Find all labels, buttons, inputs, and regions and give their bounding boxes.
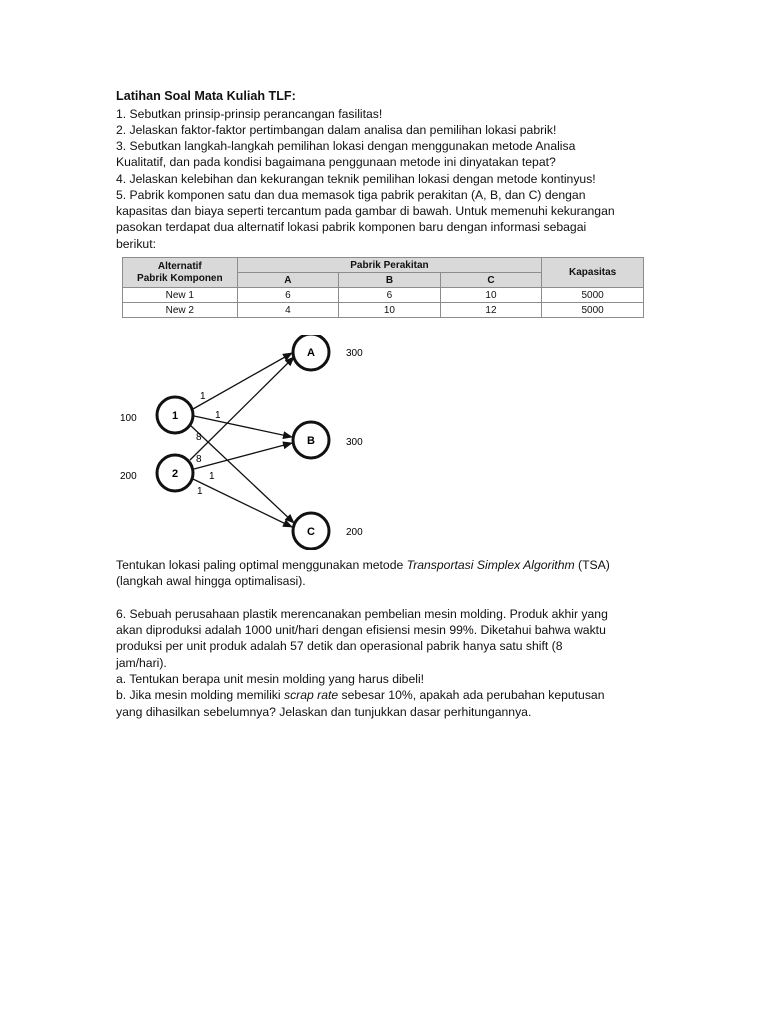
arrow-1-b: [194, 416, 292, 437]
header-assembly-plants: Pabrik Perakitan: [237, 258, 542, 273]
document-title: Latihan Soal Mata Kuliah TLF:: [116, 89, 296, 103]
header-alternative: [123, 258, 238, 288]
question-5-instruction-line-2: (langkah awal hingga optimalisasi).: [116, 574, 306, 588]
question-1: 1. Sebutkan prinsip-prinsip perancangan fasilitas!: [116, 107, 383, 121]
source-2-label: 2: [171, 468, 179, 480]
table-row: [123, 303, 644, 318]
cell-c: 12: [440, 303, 542, 318]
arrow-2-a: [190, 357, 294, 460]
cell-a: 4: [237, 303, 339, 318]
alternative-table: [122, 257, 644, 318]
destination-a-label: A: [307, 347, 315, 359]
cell-a: 6: [237, 288, 339, 303]
cell-c: 10: [440, 288, 542, 303]
cell-capacity: 5000: [542, 303, 644, 318]
question-6b-text-cont: sebesar 10%, apakah ada perubahan keputusan: [338, 688, 605, 702]
header-capacity: Kapasitas: [542, 258, 644, 288]
header-plant-c: C: [440, 273, 542, 288]
arrow-2-c: [193, 479, 292, 527]
arrow-1-a: [193, 353, 292, 409]
question-6-line-1: 6. Sebuah perusahaan plastik merencanakan pembelian mesin molding. Produk akhir yang: [116, 607, 608, 621]
question-5-line-4: berikut:: [116, 237, 156, 251]
question-5-line-3: pasokan terdapat dua alternatif lokasi pabrik komponen baru dengan informasi sebagai: [116, 220, 587, 234]
source-2-supply: 200: [120, 471, 137, 482]
cost-1-c: 8: [196, 432, 202, 443]
cost-2-b: 1: [209, 471, 215, 482]
question-5-line-1: 5. Pabrik komponen satu dan dua memasok tiga pabrik perakitan (A, B, dan C) dengan: [116, 188, 586, 202]
header-plant-a: A: [237, 273, 339, 288]
question-6a: a. Tentukan berapa unit mesin molding yang harus dibeli!: [116, 672, 425, 686]
destination-c-label: C: [307, 526, 315, 538]
question-3-line-1: 3. Sebutkan langkah-langkah pemilihan lokasi dengan menggunakan metode Analisa: [116, 139, 576, 153]
header-alternative-line-2: Pabrik Komponen: [137, 272, 223, 284]
arrow-2-b: [194, 443, 292, 469]
question-5-line-2: kapasitas dan biaya seperti tercantum pada gambar di bawah. Untuk memenuhi kekurangan: [116, 204, 615, 218]
cost-2-a: 8: [196, 454, 202, 465]
destination-b-demand: 300: [346, 437, 363, 448]
source-1-supply: 100: [120, 413, 137, 424]
row-name: New 1: [123, 288, 238, 303]
destination-c-demand: 200: [346, 527, 363, 538]
question-5-instruction-line-1: [116, 557, 610, 573]
question-6-line-3: produksi per unit produk adalah 57 detik dan operasional pabrik hanya satu shift (8: [116, 639, 563, 653]
instruction-method-name: Transportasi Simplex Algorithm: [406, 558, 575, 572]
cost-1-a: 1: [200, 391, 206, 402]
question-6b-text: b. Jika mesin molding memiliki: [116, 688, 284, 702]
question-4: 4. Jelaskan kelebihan dan kekurangan teknik pemilihan lokasi dengan metode kontinyus!: [116, 172, 596, 186]
cell-b: 6: [339, 288, 441, 303]
cell-b: 10: [339, 303, 441, 318]
table-row: [123, 288, 644, 303]
question-3-line-2: Kualitatif, dan pada kondisi bagaimana penggunaan metode ini dinyatakan tepat?: [116, 155, 556, 169]
question-6-line-2: akan diproduksi adalah 1000 unit/hari dengan efisiensi mesin 99%. Diketahui bahwa waktu: [116, 623, 606, 637]
question-6b-line-1: [116, 687, 604, 703]
transportation-network-diagram: [110, 335, 380, 550]
header-plant-b: B: [339, 273, 441, 288]
source-1-label: 1: [171, 410, 179, 422]
instruction-abbrev: (TSA): [574, 558, 610, 572]
question-6b-term: scrap rate: [283, 688, 339, 702]
cell-capacity: 5000: [542, 288, 644, 303]
header-alternative-line-1: Alternatif: [157, 260, 202, 272]
arrow-1-c: [190, 425, 294, 523]
cost-1-b: 1: [215, 410, 221, 421]
instruction-text: Tentukan lokasi paling optimal menggunakan metode: [116, 558, 407, 572]
destination-a-demand: 300: [346, 348, 363, 359]
question-6-line-4: jam/hari).: [116, 656, 167, 670]
question-2: 2. Jelaskan faktor-faktor pertimbangan dalam analisa dan pemilihan lokasi pabrik!: [116, 123, 557, 137]
question-6b-line-2: yang dihasilkan sebelumnya? Jelaskan dan tunjukkan dasar perhitungannya.: [116, 705, 532, 719]
destination-b-label: B: [307, 435, 315, 447]
cost-2-c: 1: [197, 486, 203, 497]
row-name: New 2: [123, 303, 238, 318]
